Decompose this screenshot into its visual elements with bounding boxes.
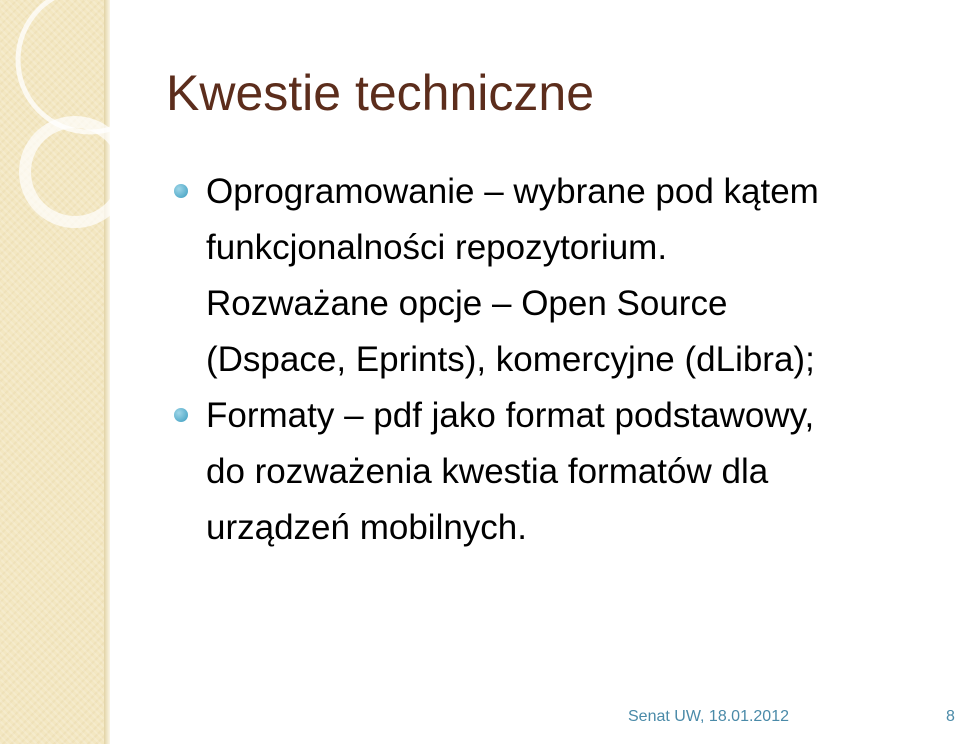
page-number: 8 bbox=[946, 708, 955, 725]
bullet-dot-icon bbox=[174, 408, 188, 422]
bullet-line: urządzeń mobilnych. bbox=[206, 508, 527, 547]
decorative-rings bbox=[0, 0, 160, 260]
bullet-line: funkcjonalności repozytorium. bbox=[206, 228, 668, 267]
bullet-list bbox=[174, 164, 934, 556]
bullet-item-formats bbox=[174, 388, 934, 556]
slide-title: Kwestie techniczne bbox=[166, 65, 595, 121]
bullet-line: (Dspace, Eprints), komercyjne (dLibra); bbox=[206, 340, 815, 379]
bullet-line: Formaty – pdf jako format podstawowy, bbox=[206, 396, 815, 435]
bullet-item-software bbox=[174, 164, 934, 388]
bullet-dot-icon bbox=[174, 184, 188, 198]
bullet-line: Oprogramowanie – wybrane pod kątem bbox=[206, 172, 819, 211]
ring-large bbox=[18, 0, 160, 132]
bullet-line: do rozważenia kwestia formatów dla bbox=[206, 452, 769, 491]
ring-small bbox=[25, 122, 125, 222]
footer-text: Senat UW, 18.01.2012 bbox=[628, 708, 789, 725]
bullet-line: Rozważane opcje – Open Source bbox=[206, 284, 728, 323]
